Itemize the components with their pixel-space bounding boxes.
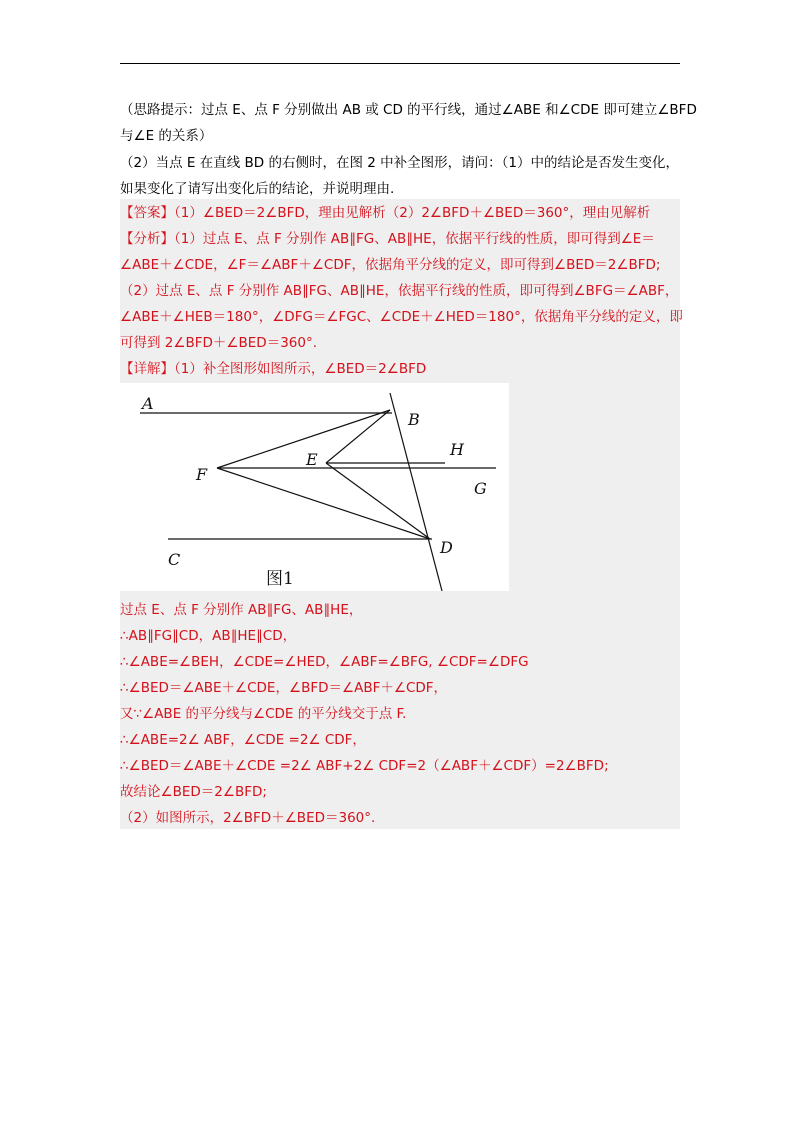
detail-step-7: ∴∠BED＝∠ABE＋∠CDE =2∠ ABF+2∠ CDF=2（∠ABF＋∠CDF）=2∠BFD;	[120, 758, 609, 774]
label-d: D	[440, 538, 453, 557]
detail-intro: （1）补全图形如图所示，∠BED＝2∠BFD	[174, 361, 427, 377]
analysis-text-1: （1）过点 E、点 F 分别作 AB∥FG、AB∥HE，依据平行线的性质，即可得到∠E＝	[174, 231, 655, 247]
geometry-figure-svg	[120, 383, 509, 591]
analysis-tag: 【分析】	[120, 231, 174, 247]
label-e: E	[306, 450, 318, 469]
analysis-line-1	[120, 226, 655, 252]
answer-line	[120, 200, 650, 226]
detail-tag: 【详解】	[120, 361, 174, 377]
label-b: B	[408, 410, 420, 429]
answer-text: （1）∠BED＝2∠BFD，理由见解析（2）2∠BFD＋∠BED＝360°，理由见解析	[174, 205, 651, 221]
detail-step-3: ∴∠ABE=∠BEH，∠CDE=∠HED，∠ABF=∠BFG, ∠CDF=∠DFG	[120, 654, 529, 670]
analysis-line-2: ∠ABE＋∠CDE，∠F＝∠ABF＋∠CDF，依据角平分线的定义，即可得到∠BED＝2∠BFD;	[120, 257, 661, 273]
header-rule	[120, 63, 680, 64]
hint-line-2: 与∠E 的关系）	[120, 128, 213, 144]
label-a: A	[142, 394, 154, 413]
detail-step-6: ∴∠ABE=2∠ ABF，∠CDE =2∠ CDF，	[120, 732, 366, 748]
detail-step-5: 又∵∠ABE 的平分线与∠CDE 的平分线交于点 F.	[120, 706, 407, 722]
question-2-line-2: 如果变化了请写出变化后的结论，并说明理由.	[120, 181, 395, 197]
answer-tag: 【答案】	[120, 205, 174, 221]
detail-step-8: 故结论∠BED＝2∠BFD;	[120, 784, 267, 800]
question-2-line-1: （2）当点 E 在直线 BD 的右侧时，在图 2 中补全图形，请问：（1）中的结论是否发生变化，	[120, 155, 679, 171]
detail-step-2: ∴AB∥FG∥CD，AB∥HE∥CD，	[120, 628, 297, 644]
detail-step-1: 过点 E、点 F 分别作 AB∥FG、AB∥HE，	[120, 602, 363, 618]
analysis-line-5: 可得到 2∠BFD＋∠BED＝360°.	[120, 335, 318, 351]
detail-step-4: ∴∠BED＝∠ABE＋∠CDE，∠BFD＝∠ABF＋∠CDF，	[120, 680, 448, 696]
figure-caption: 图1	[266, 569, 294, 589]
detail-intro-line	[120, 356, 426, 382]
analysis-line-4: ∠ABE＋∠HEB＝180°，∠DFG＝∠FGC、∠CDE＋∠HED＝180°，依据角平分线的定义，即	[120, 309, 683, 325]
analysis-line-3: （2）过点 E、点 F 分别作 AB∥FG、AB∥HE，依据平行线的性质，即可得到∠BFG＝∠ABF，	[120, 283, 679, 299]
label-f: F	[196, 465, 208, 484]
detail-step-9: （2）如图所示，2∠BFD＋∠BED＝360°.	[120, 810, 376, 826]
label-c: C	[168, 550, 181, 569]
label-g: G	[474, 479, 487, 498]
label-h: H	[450, 440, 464, 459]
hint-line-1: （思路提示：过点 E、点 F 分别做出 AB 或 CD 的平行线，通过∠ABE 和∠CDE 即可建立∠BFD	[120, 102, 697, 118]
geometry-figure-1	[120, 383, 509, 591]
